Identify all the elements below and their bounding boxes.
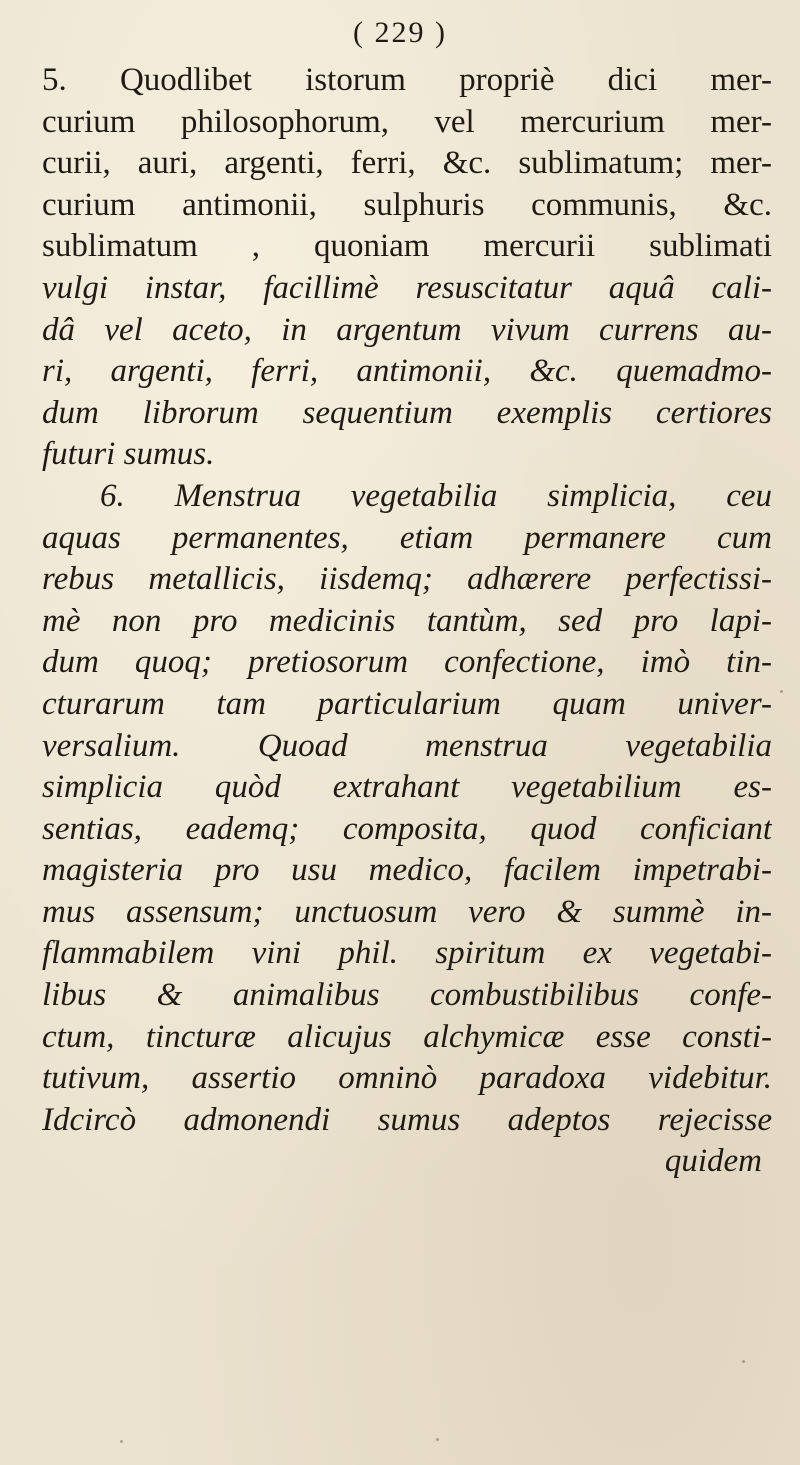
text-line: curium antimonii, sulphuris communis, &c. (42, 186, 772, 223)
paper-speck (780, 690, 783, 693)
text-line: curii, auri, argenti, ferri, &c. sublimatum; mer- (42, 145, 772, 182)
catchword: quidem (664, 1143, 762, 1180)
text-line: ctum, tincturæ alicujus alchymicæ esse consti- (42, 1018, 772, 1055)
paper-speck (436, 1438, 439, 1441)
text-line: tutivum, assertio omninò paradoxa videbitur. (42, 1060, 772, 1097)
paper-speck (120, 1440, 123, 1443)
text-line: cturarum tam particularium quam univer- (42, 685, 772, 722)
body-text (42, 60, 772, 1183)
text-line: vulgi instar, facillimè resuscitatur aquâ cali- (42, 269, 772, 306)
text-line: simplicia quòd extrahant vegetabilium es- (42, 769, 772, 806)
text-line: futuri sumus. (42, 436, 215, 473)
page-number: ( 229 ) (353, 16, 447, 49)
text-line: libus & animalibus combustibilibus confe- (42, 977, 772, 1014)
text-line: sublimatum , quoniam mercurii sublimati (42, 228, 772, 265)
text-line: magisteria pro usu medico, facilem impetrabi- (42, 852, 772, 889)
text-line: dum quoq; pretiosorum confectione, imò tin- (42, 644, 772, 681)
text-line: Idcircò admonendi sumus adeptos rejecisse (42, 1101, 772, 1138)
text-line: aquas permanentes, etiam permanere cum (42, 519, 772, 556)
text-line: curium philosophorum, vel mercurium mer- (42, 103, 772, 140)
text-line: dâ vel aceto, in argentum vivum currens au- (42, 311, 772, 348)
text-line: 5. Quodlibet istorum propriè dici mer- (42, 62, 772, 98)
text-line: 6. Menstrua vegetabilia simplicia, ceu (100, 477, 772, 514)
text-line: rebus metallicis, iisdemq; adhærere perfectissi- (42, 561, 772, 598)
text-line: versalium. Quoad menstrua vegetabilia (42, 727, 772, 764)
text-line: mus assensum; unctuosum vero & summè in- (42, 893, 772, 930)
text-line: mè non pro medicinis tantùm, sed pro lapi- (42, 602, 772, 639)
text-line: sentias, eademq; composita, quod conficiant (42, 810, 772, 847)
text-line: ri, argenti, ferri, antimonii, &c. quemadmo- (42, 353, 772, 390)
text-line: flammabilem vini phil. spiritum ex vegetabi- (42, 935, 772, 972)
text-line: dum librorum sequentium exemplis certiores (42, 394, 772, 431)
paper-speck (742, 1360, 745, 1363)
